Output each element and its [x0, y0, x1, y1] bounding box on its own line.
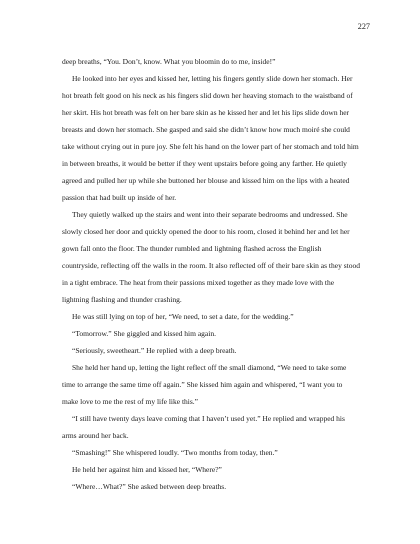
- paragraph: He held her against him and kissed her, “Where?”: [72, 465, 222, 474]
- paragraph: He looked into her eyes and kissed her, letting his fingers gently slide down her stomach. Her hot breath felt good on his neck as his fingers slid down her heaving stomach to the waistband of her skirt. His hot breath was felt on her bare skin as he kissed her and let his lips slide down her breasts and down her stomach. She gasped and said she didn’t know how much moiré she could take without crying out in pure joy. She felt his hand on the lower part of her stomach and told him in between breaths, it would be better if they went upstairs before going any farther. He quietly agreed and pulled her up while she buttoned her blouse and kissed him on the lips with a heated passion that had built up inside of her.: [62, 74, 359, 202]
- paragraph: He was still lying on top of her, “We need, to set a date, for the wedding.”: [72, 312, 294, 321]
- paragraph: She held her hand up, letting the light reflect off the small diamond, “We need to take some time to arrange the same time off again.” She kissed him again and whispered, “I want you to make love to me the rest of my life like this.”: [62, 363, 347, 406]
- body-text: [62, 53, 360, 495]
- paragraph: deep breaths, “You. Don’t, know. What you bloomin do to me, inside!”: [62, 57, 276, 66]
- paragraph: “Smashing!” She whispered loudly. “Two months from today, then.”: [72, 448, 278, 457]
- paragraph: “I still have twenty days leave coming that I haven’t used yet.” He replied and wrapped his arms around her back.: [62, 414, 345, 440]
- page-number: 227: [357, 22, 370, 31]
- paragraph: “Where…What?” She asked between deep breaths.: [72, 482, 227, 491]
- paragraph: They quietly walked up the stairs and went into their separate bedrooms and undressed. She slowly closed her door and quickly opened the door to his room, closed it behind her and let her gown fall onto the floor. The thunder rumbled and lightning flashed across the English countryside, reflecting off the walls in the room. It also reflected off of their bare skin as they stood in a tight embrace. The heat from their passions mixed together as they made love with the lightning flashing and thunder crashing.: [62, 210, 360, 304]
- paragraph: “Seriously, sweetheart.” He replied with a deep breath.: [72, 346, 237, 355]
- paragraph: “Tomorrow.” She giggled and kissed him again.: [72, 329, 216, 338]
